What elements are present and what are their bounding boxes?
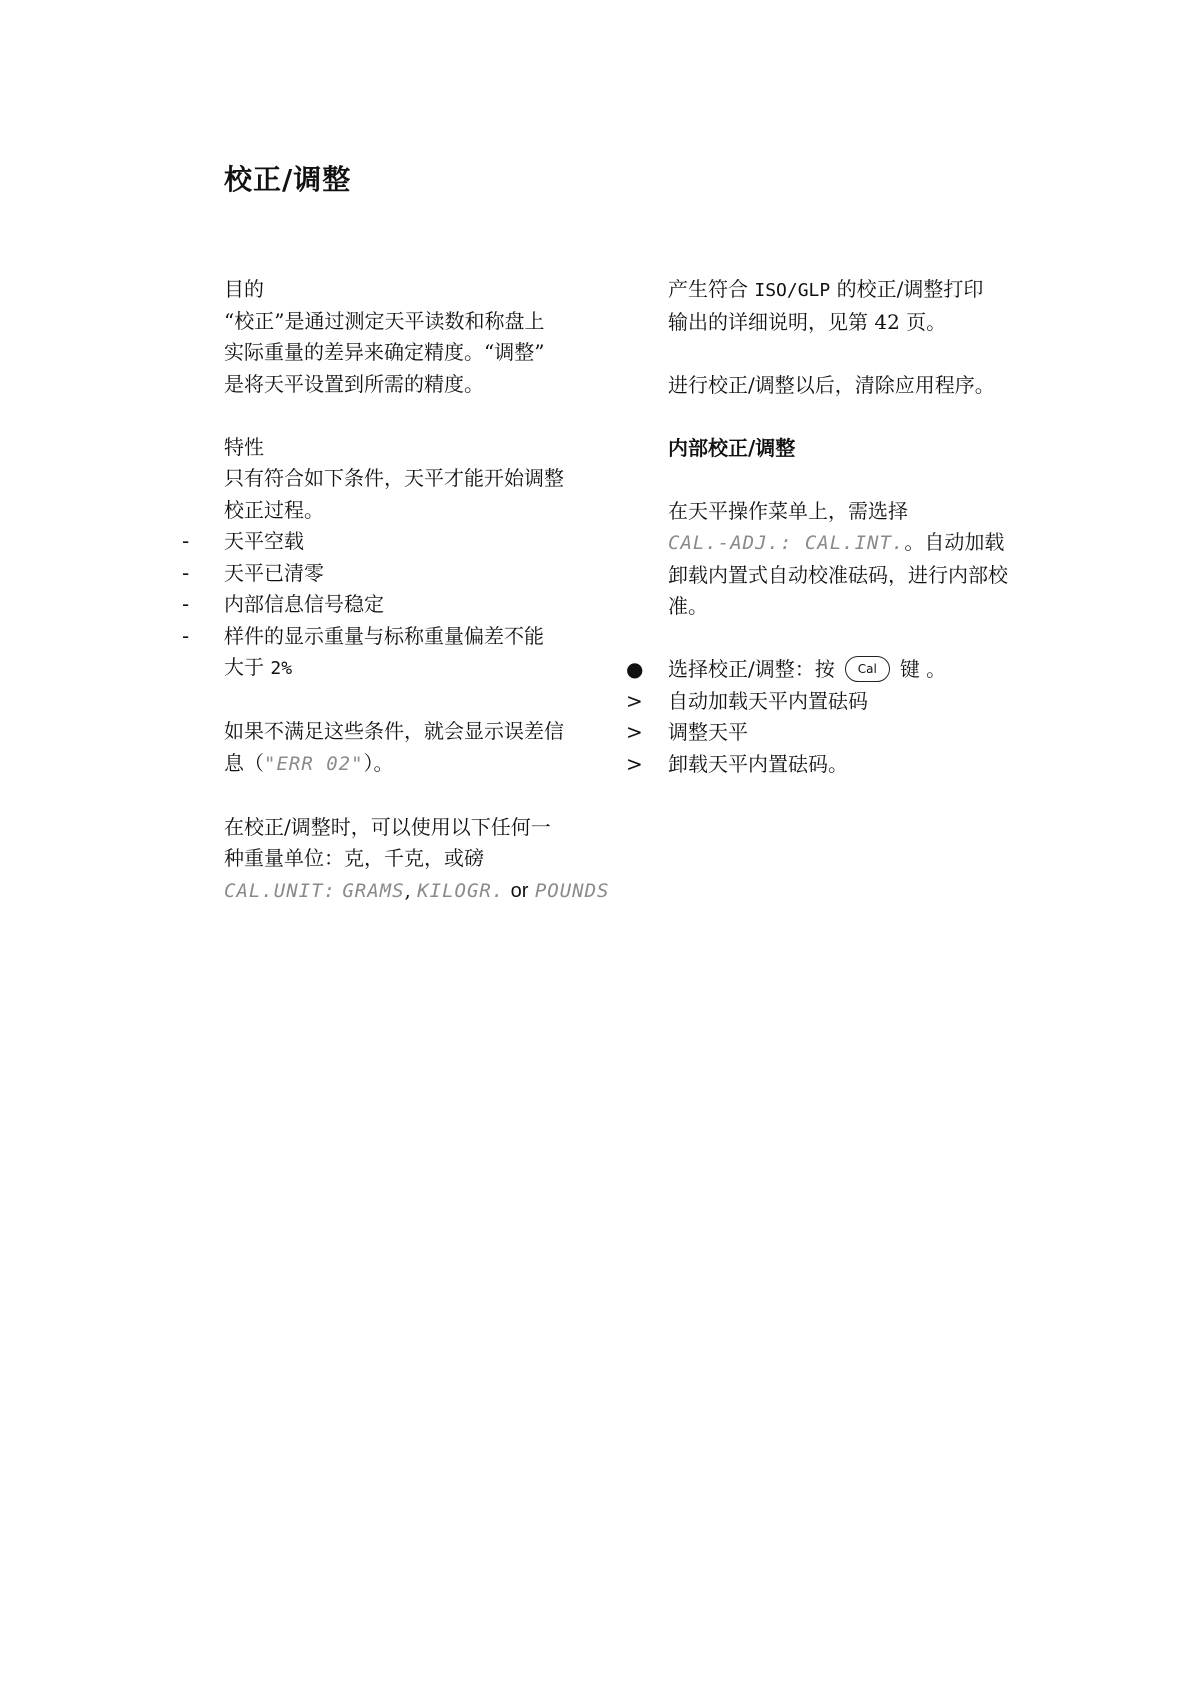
clear-line: 进行校正/调整以后，清除应用程序。	[668, 372, 995, 397]
feature-line: 只有符合如下条件，天平才能开始调整	[224, 466, 564, 490]
purpose-heading: 目的	[224, 277, 264, 301]
condition-text: 天平已清零	[224, 560, 324, 585]
condition-text: 样件的显示重量与标称重量偏差不能	[224, 623, 544, 648]
step-post: 键 。	[899, 657, 947, 681]
error-pre: 息（	[224, 750, 264, 775]
units-display-line	[224, 875, 610, 908]
bullet-icon: ●	[626, 657, 644, 681]
condition-cont-text: 大于	[224, 655, 271, 679]
arrow-marker: >	[626, 720, 643, 744]
left-column	[182, 274, 610, 907]
condition-item	[182, 558, 604, 590]
dash-marker: -	[182, 623, 190, 648]
error-line: 如果不满足这些条件，就会显示误差信	[224, 719, 564, 743]
condition-text: 天平空载	[224, 529, 304, 553]
result-text: 自动加载天平内置砝码	[668, 688, 868, 713]
condition-item	[182, 621, 604, 653]
feature-line: 校正过程。	[224, 497, 324, 522]
menu-line: 在天平操作菜单上，需选择	[668, 498, 908, 523]
menu-line	[668, 527, 1048, 560]
step-pre: 选择校正/调整：按	[668, 657, 835, 681]
or-text: or	[510, 879, 529, 902]
result-item	[626, 749, 1048, 781]
iso-code: ISO/GLP	[754, 280, 831, 301]
internal-heading: 内部校正/调整	[668, 435, 796, 460]
iso-pre: 产生符合	[668, 277, 755, 301]
kilogr-display: KILOGR.	[417, 879, 505, 902]
purpose-line: 实际重量的差异来确定精度。“调整”	[224, 340, 545, 364]
cal-key-icon: Cal	[845, 656, 890, 682]
feature-heading: 特性	[224, 434, 264, 459]
purpose-line: 是将天平设置到所需的精度。	[224, 371, 484, 396]
units-line: 种重量单位：克，千克，或磅	[224, 846, 484, 870]
error-line	[224, 748, 604, 781]
purpose-line: “校正”是通过测定天平读数和称盘上	[224, 308, 545, 333]
step-item	[626, 654, 1048, 686]
units-line: 在校正/调整时，可以使用以下任何一	[224, 814, 551, 839]
condition-item	[182, 589, 604, 621]
condition-item	[182, 526, 604, 558]
condition-text: 内部信息信号稳定	[224, 592, 384, 616]
percent-value: 2%	[270, 658, 293, 679]
right-column	[626, 274, 1048, 780]
menu-line: 卸载内置式自动校准砝码，进行内部校	[668, 562, 1008, 587]
arrow-marker: >	[626, 751, 643, 776]
arrow-marker: >	[626, 688, 643, 713]
cal-adj-display: CAL.-ADJ.: CAL.INT.	[668, 532, 905, 554]
error-code-display: "ERR 02"	[264, 752, 364, 775]
cal-unit-display: CAL.UNIT:	[224, 879, 336, 902]
error-post: ）。	[363, 750, 394, 775]
result-item	[626, 717, 1048, 749]
unit-separator: ,	[404, 877, 411, 902]
menu-line: 准。	[668, 594, 708, 618]
dash-marker: -	[182, 529, 190, 553]
result-item	[626, 686, 1048, 718]
iso-line: 输出的详细说明，见第 42 页。	[668, 309, 947, 334]
dash-marker: -	[182, 592, 190, 616]
result-text: 卸载天平内置砝码。	[668, 751, 848, 776]
dash-marker: -	[182, 560, 190, 585]
iso-post: 的校正/调整打印	[830, 277, 984, 301]
result-text: 调整天平	[668, 720, 748, 744]
iso-line	[668, 274, 1048, 307]
condition-continuation	[224, 652, 604, 685]
pounds-display: POUNDS	[534, 879, 610, 902]
grams-display: GRAMS	[342, 879, 405, 902]
page-title: 校正/调整	[224, 163, 352, 196]
menu-post: 。自动加载	[904, 530, 1005, 554]
